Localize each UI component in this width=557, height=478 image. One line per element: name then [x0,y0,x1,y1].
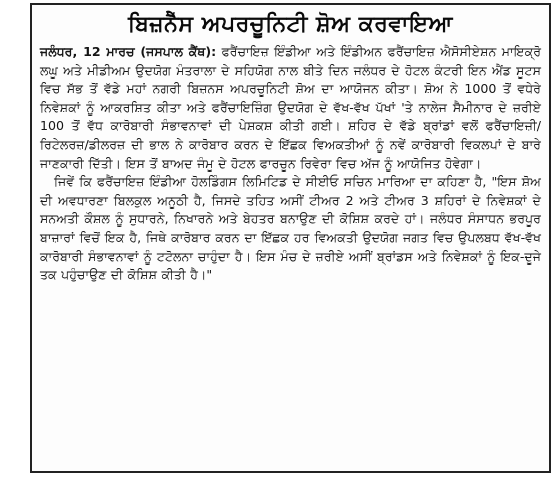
article-headline: ਬਿਜ਼ਨੈੱਸ ਅਪਰਚੂਨਿਟੀ ਸ਼ੋਅ ਕਰਵਾਇਆ [127,12,453,37]
newspaper-clipping [30,3,551,473]
article-paragraph-2: ਜਿਵੇਂ ਕਿ ਫਰੈਂਚਾਇਜ਼ ਇੰਡੀਆ ਹੋਲਡਿੰਗਸ ਲਿਮਿਟਿਡ ਦੇ ਸੀਈਓ ਸਚਿਨ ਮਾਰਿਆ ਦਾ ਕਹਿਣਾ ਹੈ, "ਇਸ ਸ਼ੋਅ ਦੀ ਅਵਧਾਰਣਾ ਬਿਲਕੁਲ ਅਨੂਠੀ ਹੈ, ਜਿਸਦੇ ਤਹਿਤ ਅਸੀਂ ਟੀਅਰ 2 ਅਤੇ ਟੀਅਰ 3 ਸ਼ਹਿਰਾਂ ਦੇ ਨਿਵੇਸ਼ਕਾਂ ਦੇ ਸਨਅਤੀ ਕੌਸ਼ਲ ਨੂੰ ਸੁਧਾਰਨੇ, ਨਿਖਾਰਨੇ ਅਤੇ ਬੇਹਤਰ ਬਨਾਉਣ ਦੀ ਕੋਸ਼ਿਸ਼ ਕਰਦੇ ਹਾਂ। ਜਲੰਧਰ ਸੰਸਾਧਨ ਭਰਪੂਰ ਬਾਜ਼ਾਰਾਂ ਵਿਚੋਂ ਇਕ ਹੈ, ਜਿਥੇ ਕਾਰੋਬਾਰ ਕਰਨ ਦਾ ਇੱਛਕ ਹਰ ਵਿਅਕਤੀ ਉਦਯੋਗ ਜਗਤ ਵਿਚ ਉਪਲਬਧ ਵੱਖ-ਵੱਖ ਕਾਰੋਬਾਰੀ ਸੰਭਾਵਨਾਵਾਂ ਨੂੰ ਟਟੋਲਨਾ ਚਾਹੁੰਦਾ ਹੈ। ਇਸ ਮੰਚ ਦੇ ਜ਼ਰੀਏ ਅਸੀਂ ਬ੍ਰਾਂਡਸ ਅਤੇ ਨਿਵੇਸ਼ਕਾਂ ਨੂੰ ਇਕ-ਦੂਜੇ ਤਕ ਪਹੁੰਚਾਉਣ ਦੀ ਕੋਸ਼ਿਸ਼ ਕੀਤੀ ਹੈ।" [40,174,541,283]
article-paragraph-1 [40,43,541,173]
article-dateline: ਜਲੰਧਰ, 12 ਮਾਰਚ (ਜਸਪਾਲ ਕੈਂਥ): [40,44,217,59]
article-body [40,43,541,285]
article-paragraph-1-text: ਫਰੈਂਚਾਇਜ਼ ਇੰਡੀਆ ਅਤੇ ਇੰਡੀਅਨ ਫਰੈਂਚਾਇਜ਼ ਐਸੋਸੀਏਸ਼ਨ ਮਾਇਕ੍ਰੋ ਲਘੂ ਅਤੇ ਮੀਡੀਅਮ ਉਦਯੋਗ ਮੰਤਰਾਲਾ ਦੇ ਸਹਿਯੋਗ ਨਾਲ ਬੀਤੇ ਦਿਨ ਜਲੰਧਰ ਦੇ ਹੋਟਲ ਕੰਟਰੀ ਇਨ ਐਂਡ ਸੂਟਸ ਵਿਚ ਸੱਭ ਤੋਂ ਵੱਡੇ ਮਹਾਂ ਨਗਰੀ ਬਿਜ਼ਨਸ ਅਪਰਚੂਨਿਟੀ ਸ਼ੋਅ ਦਾ ਆਯੋਜਨ ਕੀਤਾ। ਸ਼ੋਅ ਨੇ 1000 ਤੋਂ ਵਧੇਰੇ ਨਿਵੇਸ਼ਕਾਂ ਨੂੰ ਆਕਰਸ਼ਿਤ ਕੀਤਾ ਅਤੇ ਫਰੈਂਚਾਇਜ਼ਿੰਗ ਉਦਯੋਗ ਦੇ ਵੱਖ-ਵੱਖ ਪੱਖਾਂ 'ਤੇ ਨਾਲੇਜ ਸੈਮੀਨਾਰ ਦੇ ਜ਼ਰੀਏ 100 ਤੋਂ ਵੱਧ ਕਾਰੋਬਾਰੀ ਸੰਭਾਵਨਾਵਾਂ ਦੀ ਪੇਸ਼ਕਸ਼ ਕੀਤੀ ਗਈ। ਸ਼ਹਿਰ ਦੇ ਵੱਡੇ ਬ੍ਰਾਂਡਾਂ ਵਲੋਂ ਫਰੈਂਚਾਇਜ਼ੀ/ਰਿਟੇਲਰਜ਼/ਡੀਲਰਜ਼ ਦੀ ਭਾਲ ਨੇ ਕਾਰੋਬਾਰ ਕਰਨ ਦੇ ਇੱਛਕ ਵਿਅਕਤੀਆਂ ਨੂੰ ਨਵੇਂ ਕਾਰੋਬਾਰੀ ਵਿਕਲਪਾਂ ਦੇ ਬਾਰੇ ਜਾਣਕਾਰੀ ਦਿੱਤੀ। ਇਸ ਤੋਂ ਬਾਅਦ ਜੰਮੂ ਦੇ ਹੋਟਲ ਫਾਰਚੂਨ ਰਿਵੇਰਾ ਵਿਚ ਅੱਜ ਨੂੰ ਆਯੋਜਿਤ ਹੋਵੇਗਾ। [40,44,542,171]
